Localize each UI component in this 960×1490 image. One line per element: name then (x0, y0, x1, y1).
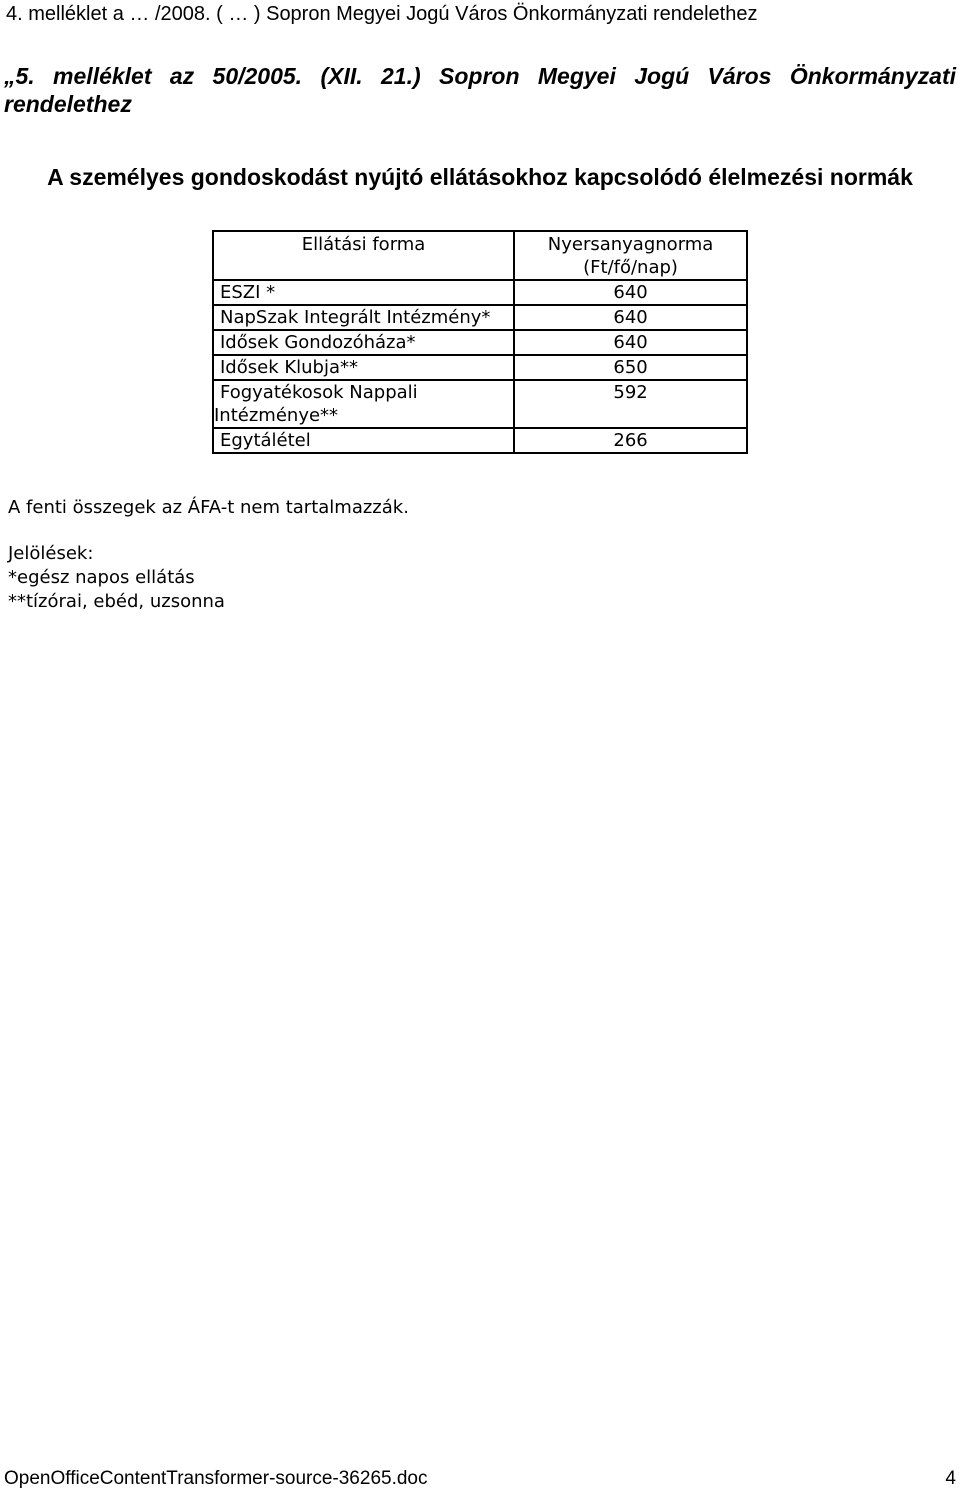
table-row (213, 280, 747, 305)
table-row (213, 305, 747, 330)
row-value: 640 (514, 305, 747, 330)
row-name: Idősek Gondozóháza* (213, 330, 514, 355)
footer-page-number: 4 (945, 1468, 956, 1489)
page-header: 4. melléklet a … /2008. ( … ) Sopron Megyei Jogú Város Önkormányzati rendelethez (6, 3, 758, 25)
footer-filename: OpenOfficeContentTransformer-source-36265.doc (4, 1468, 428, 1489)
row-value: 640 (514, 330, 747, 355)
annex-title: „5. melléklet az 50/2005. (XII. 21.) Sopron Megyei Jogú Város Önkormányzati rendelethez (4, 63, 956, 117)
column-header-form: Ellátási forma (213, 231, 514, 280)
legend (8, 542, 225, 614)
row-value: 640 (514, 280, 747, 305)
table-header-row (213, 231, 747, 280)
table-row (213, 355, 747, 380)
legend-title: Jelölések: (8, 543, 94, 564)
row-name: Fogyatékosok Nappali Intézménye** (213, 380, 514, 428)
row-name: Idősek Klubja** (213, 355, 514, 380)
row-value: 266 (514, 428, 747, 453)
row-name: Egytálétel (213, 428, 514, 453)
table-row (213, 428, 747, 453)
table-row (213, 330, 747, 355)
column-header-norm: Nyersanyagnorma (Ft/fő/nap) (514, 231, 747, 280)
table-row (213, 380, 747, 428)
nutrition-norms-table (212, 230, 748, 454)
row-value: 650 (514, 355, 747, 380)
row-name: ESZI * (213, 280, 514, 305)
row-name: NapSzak Integrált Intézmény* (213, 305, 514, 330)
row-value: 592 (514, 380, 747, 428)
document-title: A személyes gondoskodást nyújtó ellátásokhoz kapcsolódó élelmezési normák (47, 164, 913, 190)
vat-note: A fenti összegek az ÁFA-t nem tartalmazzák. (8, 497, 409, 518)
legend-item: **tízórai, ebéd, uzsonna (8, 591, 225, 612)
legend-item: *egész napos ellátás (8, 567, 195, 588)
